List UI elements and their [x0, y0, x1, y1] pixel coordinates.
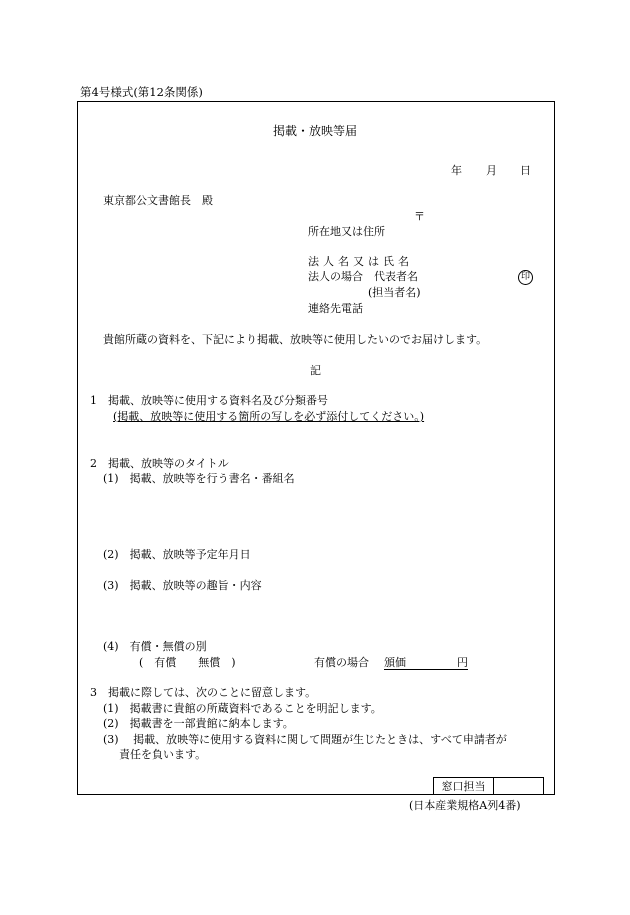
price-field — [384, 657, 468, 670]
date-month: 月 — [486, 164, 497, 177]
yen-label: 円 — [457, 656, 468, 669]
form-number-label: 第4号様式(第12条関係) — [80, 85, 203, 99]
item3-sub1: (1) 掲載書に貴館の所蔵資料であることを明記します。 — [103, 702, 382, 715]
name-label: 法人名又は氏名 — [308, 255, 413, 268]
item1-label: 1 掲載、放映等に使用する資料名及び分類番号 — [90, 394, 328, 407]
item2-label: 2 掲載、放映等のタイトル — [90, 457, 229, 470]
item3-label: 3 掲載に際しては、次のことに留意します。 — [90, 686, 317, 699]
item3-sub3-line2: 責任を負います。 — [119, 748, 207, 761]
madoguchi-box — [433, 777, 544, 795]
jis-note: (日本産業規格A列4番) — [409, 799, 521, 812]
address-label: 所在地又は住所 — [308, 225, 385, 238]
madoguchi-label: 窓口担当 — [434, 778, 494, 795]
intro-text: 貴館所蔵の資料を、下記により掲載、放映等に使用したいのでお届けします。 — [103, 333, 488, 346]
item1-note: (掲載、放映等に使用する箇所の写しを必ず添付してください。) — [113, 410, 425, 423]
date-day: 日 — [520, 164, 531, 177]
price-label: 頒価 — [384, 656, 406, 669]
item2-sub4: (4) 有償・無償の別 — [103, 640, 207, 653]
item3-sub2: (2) 掲載書を一部貴館に納本します。 — [103, 717, 294, 730]
representative-label: 法人の場合 代表者名 — [308, 270, 418, 283]
seal-mark: 印 — [518, 270, 533, 285]
item2-sub3: (3) 掲載、放映等の趣旨・内容 — [103, 579, 262, 592]
item2-sub1: (1) 掲載、放映等を行う書名・番組名 — [103, 472, 295, 485]
item2-sub2: (2) 掲載、放映等予定年月日 — [103, 548, 251, 561]
paid-case-label: 有償の場合 — [314, 656, 369, 669]
paid-choice: ( 有償 無償 ) — [139, 656, 236, 669]
item3-sub3-line1: (3) 掲載、放映等に使用する資料に関して問題が生じたときは、すべて申請者が — [103, 733, 507, 746]
date-year: 年 — [451, 164, 462, 177]
addressee: 東京都公文書館長 殿 — [103, 194, 213, 207]
postal-mark: 〒 — [414, 210, 425, 223]
form-title: 掲載・放映等届 — [272, 124, 357, 138]
ki-heading: 記 — [310, 364, 321, 377]
phone-label: 連絡先電話 — [308, 302, 363, 315]
contact-person-label: (担当者名) — [368, 286, 421, 299]
